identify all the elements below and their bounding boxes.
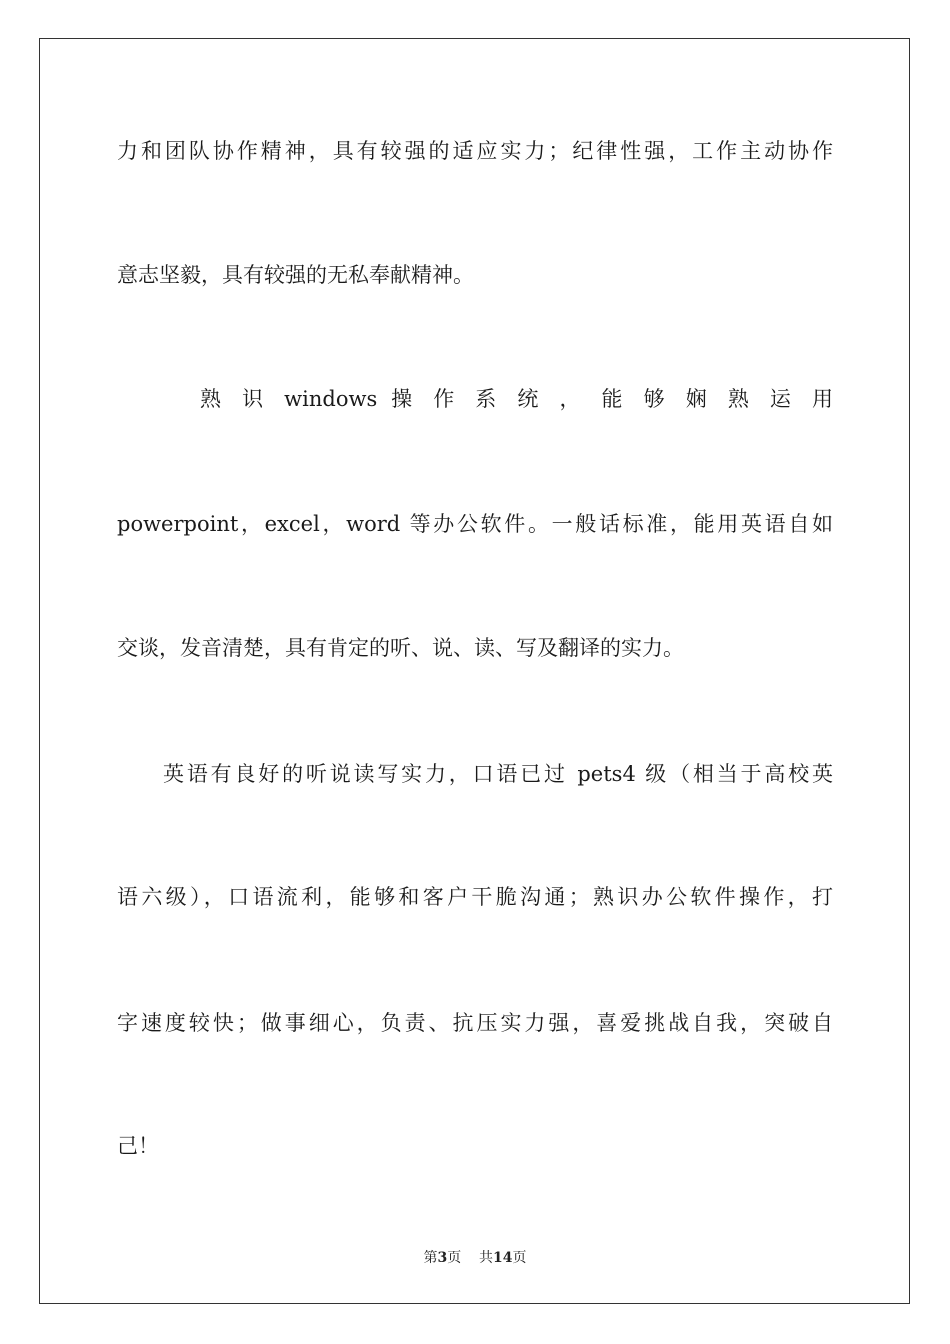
paragraph-line: 力和团队协作精神，具有较强的适应实力；纪律性强，工作主动协作	[117, 139, 833, 163]
page-footer	[0, 1247, 950, 1267]
paragraph-line: 己！	[117, 1134, 159, 1158]
total-prefix: 共	[479, 1250, 494, 1266]
paragraph-line: 意志坚毅，具有较强的无私奉献精神。	[117, 263, 474, 287]
page-current: 3	[437, 1250, 448, 1266]
paragraph-line: 语六级），口语流利，能够和客户干脆沟通；熟识办公软件操作，打	[117, 885, 833, 909]
page-prefix: 第	[423, 1250, 438, 1266]
paragraph-line: 英语有良好的听说读写实力，口语已过 pets4 级（相当于高校英	[163, 762, 833, 786]
paragraph-line: 熟 识 windows 操 作 系 统 ， 能 够 娴 熟 运 用	[200, 387, 833, 411]
page-border	[39, 38, 910, 1304]
paragraph-line: 字速度较快；做事细心，负责、抗压实力强，喜爱挑战自我，突破自	[117, 1011, 833, 1035]
paragraph-line: 交谈，发音清楚，具有肯定的听、说、读、写及翻译的实力。	[117, 636, 684, 660]
paragraph-line: powerpoint，excel，word 等办公软件。一般话标准，能用英语自如	[117, 512, 833, 536]
page-suffix: 页	[447, 1250, 462, 1266]
total-suffix: 页	[512, 1250, 527, 1266]
page-total: 14	[493, 1250, 513, 1266]
